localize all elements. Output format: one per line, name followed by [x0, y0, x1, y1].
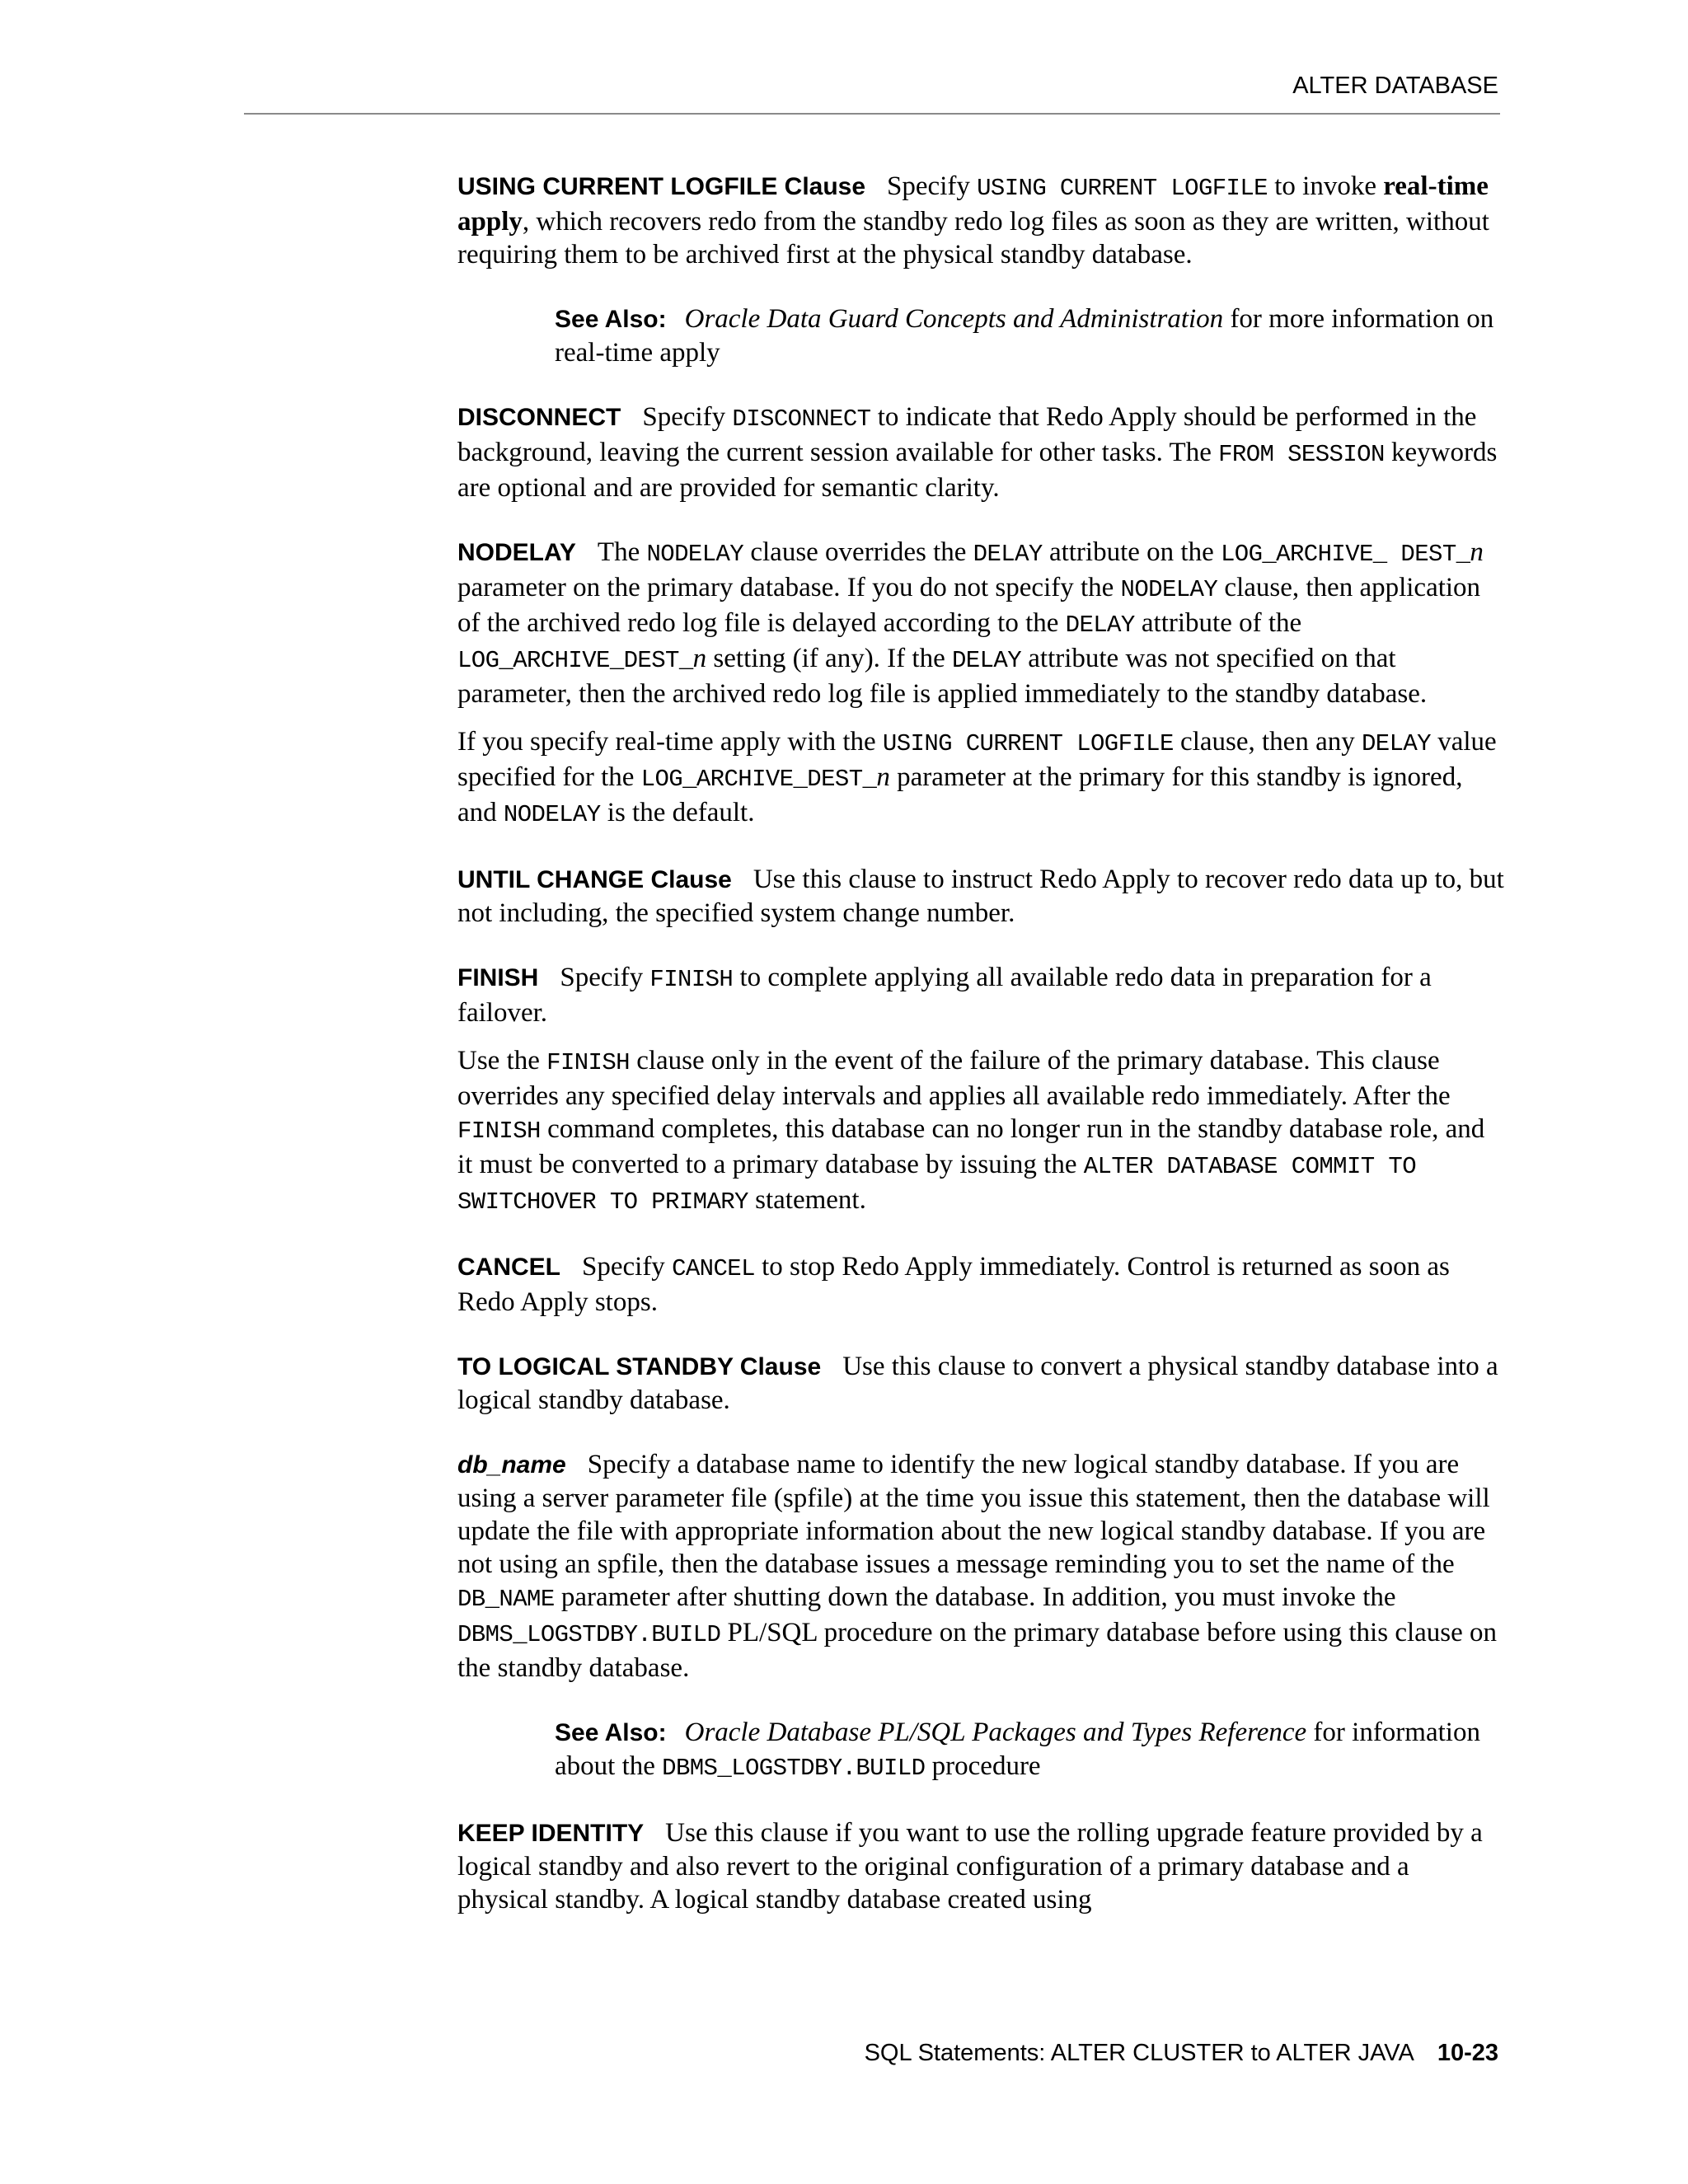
section-heading: DISCONNECT — [457, 404, 621, 431]
body-text: Use the — [457, 1046, 547, 1076]
term-bold: real-time apply — [457, 171, 1489, 237]
section-heading: UNTIL CHANGE Clause — [457, 866, 732, 893]
section-keep-identity — [457, 1816, 1504, 1916]
code-keyword: LOG_ARCHIVE_DEST_ — [457, 647, 693, 674]
code-keyword: DBMS_LOGSTDBY.BUILD — [662, 1755, 926, 1782]
body-text: clause, then application of the archived redo log file is delayed according to the — [457, 573, 1481, 638]
body-text: attribute was not specified on that parameter, then the archived redo log file is applied immediately to the standby database. — [457, 644, 1428, 709]
italic-variable: n — [692, 644, 707, 673]
body-text: clause, then any — [1173, 727, 1362, 757]
section-heading: USING CURRENT LOGFILE Clause — [457, 173, 866, 200]
body-text: parameter on the primary database. If you do not specify the — [457, 573, 1121, 602]
body-text: Use this clause if you want to use the rolling upgrade feature provided by a logical standby and also revert to the original configuration of a primary database and a physical standby. A logical standby database created using — [457, 1818, 1483, 1915]
section-nodelay — [457, 536, 1504, 710]
code-keyword: DBMS_LOGSTDBY.BUILD — [457, 1621, 721, 1648]
code-keyword: USING CURRENT LOGFILE — [977, 175, 1268, 202]
code-keyword: FINISH — [649, 966, 734, 993]
body-text: value specified for the — [457, 727, 1497, 792]
body-text: to invoke — [1267, 171, 1384, 201]
page-number: 10-23 — [1437, 2040, 1498, 2066]
body-text: keywords are optional and are provided for semantic clarity. — [457, 438, 1498, 503]
body-text: parameter after shutting down the database. In addition, you must invoke the — [554, 1582, 1396, 1612]
italic-variable: n — [1470, 537, 1484, 567]
code-keyword: FINISH — [546, 1049, 630, 1076]
code-keyword: DELAY — [951, 647, 1021, 674]
paragraph-realtime-apply — [457, 725, 1504, 832]
code-keyword: DELAY — [1361, 730, 1431, 757]
body-text: Specify a database name to identify the new logical standby database. If you are using a server parameter file (spfile) at the time you issue this statement, then the database will update the file with appropriate information about the new logical standby database. If you are not using an spfile, then the database issues a message reminding you to set the name of the — [457, 1450, 1490, 1579]
book-title: Oracle Data Guard Concepts and Administration — [684, 304, 1224, 334]
body-text: PL/SQL procedure on the primary database before using this clause on the standby database. — [457, 1618, 1498, 1683]
body-text: command completes, this database can no longer run in the standby database role, and it must be converted to a primary database by issuing the — [457, 1114, 1485, 1179]
code-keyword: DELAY — [973, 541, 1043, 568]
header-rule — [244, 113, 1500, 115]
section-heading: FINISH — [457, 964, 539, 991]
section-heading: NODELAY — [457, 539, 576, 566]
code-keyword: DISCONNECT — [732, 405, 871, 433]
see-also-note — [555, 302, 1504, 369]
code-keyword: LOG_ARCHIVE_ DEST_ — [1220, 541, 1470, 568]
see-also-label: See Also: — [555, 306, 667, 333]
code-keyword: NODELAY — [503, 801, 601, 828]
book-title: Oracle Database PL/SQL Packages and Types Reference — [684, 1718, 1307, 1747]
body-text: procedure — [925, 1751, 1041, 1781]
body-text: clause only in the event of the failure of the primary database. This clause overrides any specified delay intervals and applies all available redo immediately. After the — [457, 1046, 1451, 1111]
code-keyword: LOG_ARCHIVE_DEST_ — [640, 766, 877, 793]
body-text: Specify — [560, 963, 650, 992]
section-heading: TO LOGICAL STANDBY Clause — [457, 1353, 822, 1380]
paragraph-finish-details — [457, 1044, 1504, 1219]
body-text: Use this clause to instruct Redo Apply to recover redo data up to, but not including, the specified system change number. — [457, 865, 1504, 928]
body-text: Specify — [642, 402, 733, 432]
section-heading: CANCEL — [457, 1254, 560, 1281]
section-db-name — [457, 1448, 1504, 1685]
body-text: statement. — [748, 1185, 866, 1215]
running-header: ALTER DATABASE — [1292, 73, 1498, 99]
see-also-note — [555, 1716, 1504, 1785]
section-using-current-logfile — [457, 170, 1504, 271]
section-disconnect — [457, 401, 1504, 504]
section-finish — [457, 961, 1504, 1029]
body-text: Specify — [887, 171, 978, 201]
body-text: The — [597, 537, 647, 567]
code-keyword: USING CURRENT LOGFILE — [882, 730, 1174, 757]
body-text: to indicate that Redo Apply should be performed in the background, leaving the current session available for other tasks. The — [457, 402, 1477, 467]
body-text: to complete applying all available redo data in preparation for a failover. — [457, 963, 1432, 1028]
body-text: attribute on the — [1042, 537, 1221, 567]
running-footer — [865, 2040, 1498, 2067]
body-text: is the default. — [600, 798, 755, 827]
body-text: parameter at the primary for this standby is ignored, and — [457, 762, 1463, 827]
body-text: , which recovers redo from the standby redo log files as soon as they are written, without requiring them to be archived first at the physical standby database. — [457, 207, 1489, 269]
code-keyword: DELAY — [1065, 612, 1135, 639]
body-text: setting (if any). If the — [706, 644, 952, 673]
body-text: attribute of the — [1134, 608, 1302, 638]
section-heading: KEEP IDENTITY — [457, 1820, 645, 1847]
see-also-label: See Also: — [555, 1719, 667, 1746]
body-text: Specify — [582, 1252, 673, 1282]
page-body — [457, 170, 1504, 1947]
section-to-logical-standby — [457, 1350, 1504, 1417]
body-text: to stop Redo Apply immediately. Control is returned as soon as Redo Apply stops. — [457, 1252, 1450, 1317]
footer-text: SQL Statements: ALTER CLUSTER to ALTER JAVA — [864, 2040, 1414, 2066]
body-text: for information about the — [555, 1718, 1480, 1781]
body-text: clause overrides the — [743, 537, 973, 567]
code-keyword: DB_NAME — [457, 1586, 555, 1613]
section-cancel — [457, 1250, 1504, 1319]
code-keyword: FINISH — [457, 1118, 541, 1145]
code-keyword: FROM SESSION — [1218, 441, 1385, 468]
body-text: for more information on real-time apply — [555, 304, 1494, 368]
section-until-change — [457, 863, 1504, 930]
code-keyword: NODELAY — [1120, 576, 1218, 603]
code-keyword: CANCEL — [672, 1255, 755, 1282]
italic-variable: n — [876, 762, 890, 792]
body-text: Use this clause to convert a physical standby database into a logical standby database. — [457, 1352, 1498, 1415]
code-keyword: NODELAY — [646, 541, 744, 568]
code-keyword: ALTER DATABASE COMMIT TO SWITCHOVER TO PRIMARY — [457, 1153, 1417, 1216]
body-text: If you specify real-time apply with the — [457, 727, 883, 757]
section-heading: db_name — [457, 1451, 566, 1479]
